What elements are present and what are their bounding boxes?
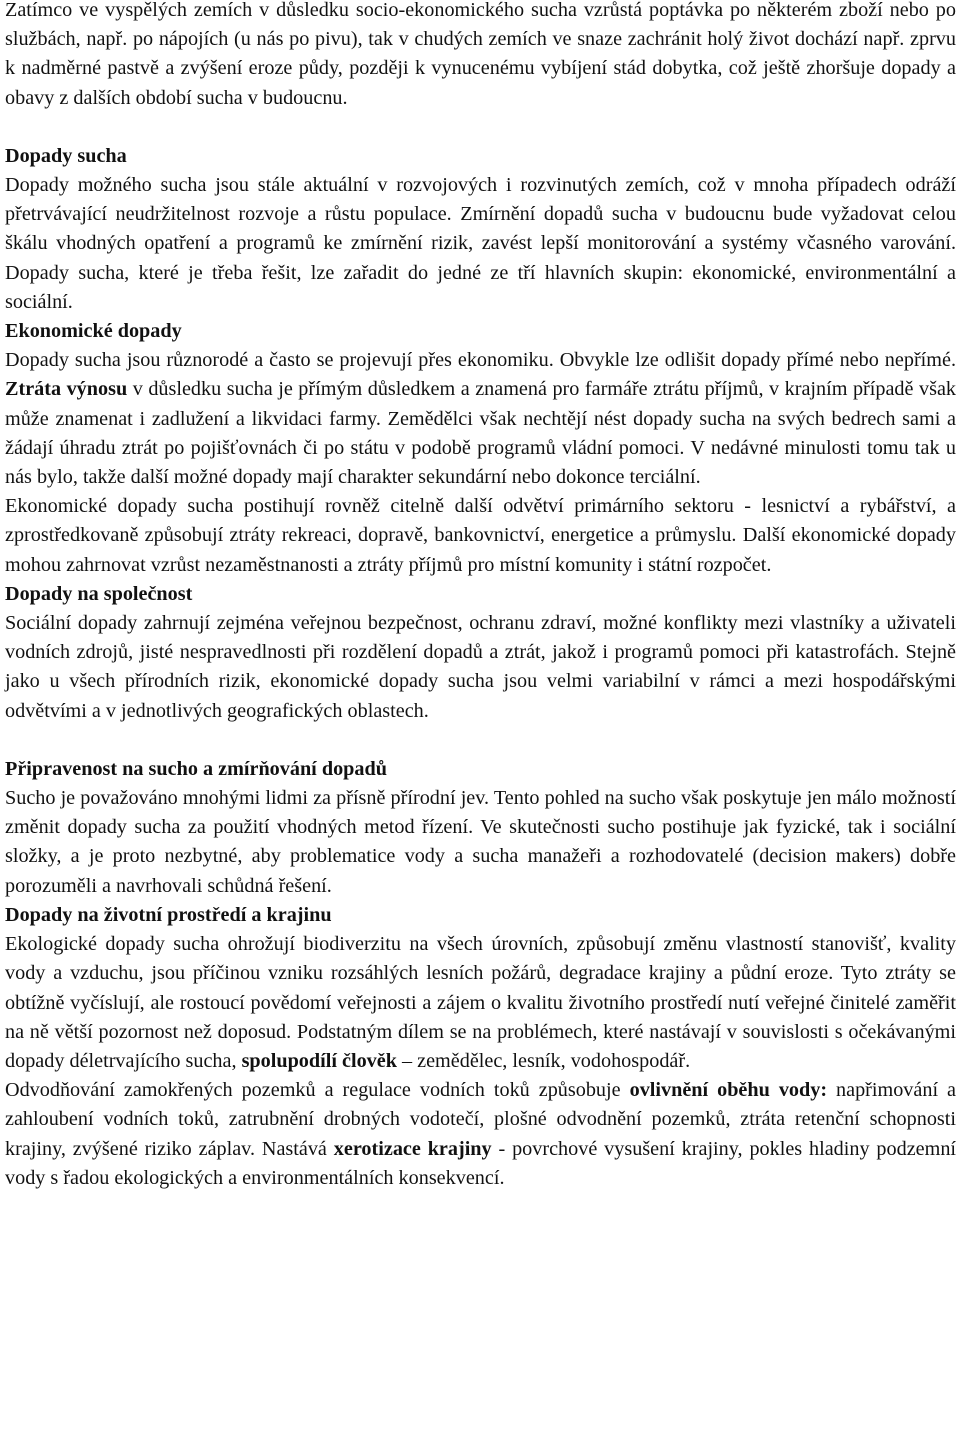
spolupodili-clovek-emphasis: spolupodílí člověk: [241, 1049, 397, 1072]
dopady-sucha-paragraph: Dopady možného sucha jsou stále aktuální v rozvojových i rozvinutých zemích, což v mnoha případech odráží přetrvávající neudržitelnost rozvoje a růstu populace. Zmírnění dopadů sucha v budoucnu bude vyžadovat celou škálu vhodných opatření a programů ke zmírnění rizik, zavést lepší monitorování a systémy včasného varování. Dopady sucha, které je třeba řešit, lze zařadit do jedné ze tří hlavních skupin: ekonomické, environmentální a sociální.: [5, 174, 956, 313]
ztrata-vynosu-emphasis: Ztráta výnosu: [5, 378, 128, 401]
heading-dopady-sucha: Dopady sucha: [5, 144, 127, 167]
zivotni-prostredi-paragraph-2: [5, 1076, 956, 1193]
ekonomicke-p1-text-a: Dopady sucha jsou různorodé a často se projevují přes ekonomiku. Obvykle lze odlišit dopady přímé nebo nepřímé.: [5, 349, 956, 372]
zp-p2-text-c: napřimování a zahloubení vodních toků, zatrubnění drobných vodotečí, plošné odvodnění pozemků, ztráta retenční schopnosti krajiny, zvýšené riziko záplav. Nastává: [5, 1079, 957, 1160]
zp-p1-text-a: Ekologické dopady sucha ohrožují biodiverzitu na všech úrovních, způsobují změnu vlastností stanovišť, kvality vody a vzduchu, jsou příčinou vzniku rozsáhlých lesních požárů, degradace krajiny a půdní eroze. Tyto ztráty se obtížně vyčíslují, ale rostoucí povědomí veřejnosti a zájem o kvalitu životního prostředí nutí veřejné činitelé zaměřit na ně větší pozornost než doposud. Podstatným dílem se na problémech, které nastávají v souvislosti s očekávanými dopady déletrvajícího sucha,: [5, 933, 956, 1072]
ovlivneni-obehu-vody-emphasis: ovlivnění oběhu vody:: [629, 1079, 828, 1102]
zp-p2-text-e: - povrchové vysušení krajiny, pokles hladiny podzemní vody s řadou ekologických a environmentálních konsekvencí.: [5, 1137, 957, 1189]
zp-p2-text-a: Odvodňování zamokřených pozemků a regulace vodních toků způsobuje: [5, 1079, 621, 1102]
heading-ekonomicke-dopady: Ekonomické dopady: [5, 320, 182, 343]
heading-dopady-na-spolecnost: Dopady na společnost: [5, 582, 193, 605]
heading-pripravenost: Připravenost na sucho a zmírňování dopadů: [5, 757, 387, 780]
pripravenost-paragraph: Sucho je považováno mnohými lidmi za přísně přírodní jev. Tento pohled na sucho však poskytuje jen málo možností změnit dopady sucha za použití vhodných metod řízení. Ve skutečnosti sucho postihuje jak fyzické, tak i sociální složky, a je proto nezbytné, aby problematice vody a sucha manažeři a rozhodovatelé (decision makers) dobře porozuměli a navrhovali schůdná řešení.: [5, 787, 956, 897]
xerotizace-krajiny-emphasis: xerotizace krajiny: [333, 1137, 492, 1160]
ekonomicke-p1-text-b: v důsledku sucha je přímým důsledkem a znamená pro farmáře ztrátu příjmů, v krajním případě však může znamenat i zadlužení a likvidaci farmy. Zemědělci však nechtějí nést dopady sucha na svých bedrech sami a žádají úhradu ztrát po pojišťovnách či po státu v podobě programů vládní pomoci. V nedávné minulosti tomu tak u nás bylo, takže další možné dopady mají charakter sekundární nebo dokonce terciální.: [5, 378, 957, 489]
ekonomicke-paragraph-1: [5, 346, 956, 492]
spolecnost-paragraph: Sociální dopady zahrnují zejména veřejnou bezpečnost, ochranu zdraví, možné konflikty mezi vlastníky a uživateli vodních zdrojů, jisté nespravedlnosti při rozdělení dopadů a ztrát, jakož i programů pomoci při katastrofách. Stejně jako u všech přírodních rizik, ekonomické dopady sucha jsou velmi variabilní v rámci a mezi hospodářskými odvětvími a v jednotlivých geografických oblastech.: [5, 612, 956, 722]
heading-zivotni-prostredi: Dopady na životní prostředí a krajinu: [5, 903, 332, 926]
zivotni-prostredi-paragraph-1: [5, 930, 956, 1076]
ekonomicke-paragraph-2: Ekonomické dopady sucha postihují rovněž citelně další odvětví primárního sektoru - lesnictví a rybářství, a zprostředkovaně způsobují ztráty rekreaci, dopravě, bankovnictví, energetice a průmyslu. Další ekonomické dopady mohou zahrnovat vzrůst nezaměstnanosti a ztráty příjmů pro místní komunity i státní rozpočet.: [5, 495, 956, 576]
zp-p1-text-b: – zemědělec, lesník, vodohospodář.: [402, 1049, 691, 1072]
intro-paragraph: Zatímco ve vyspělých zemích v důsledku socio-ekonomického sucha vzrůstá poptávka po některém zboží nebo po službách, např. po nápojích (u nás po pivu), tak v chudých zemích ve snaze zachránit holý život dochází např. zprvu k nadměrné pastvě a zvýšení eroze půdy, později k vynucenému vybíjení stád dobytka, což ještě zhoršuje dopady a obavy z dalších období sucha v budoucnu.: [5, 0, 956, 109]
